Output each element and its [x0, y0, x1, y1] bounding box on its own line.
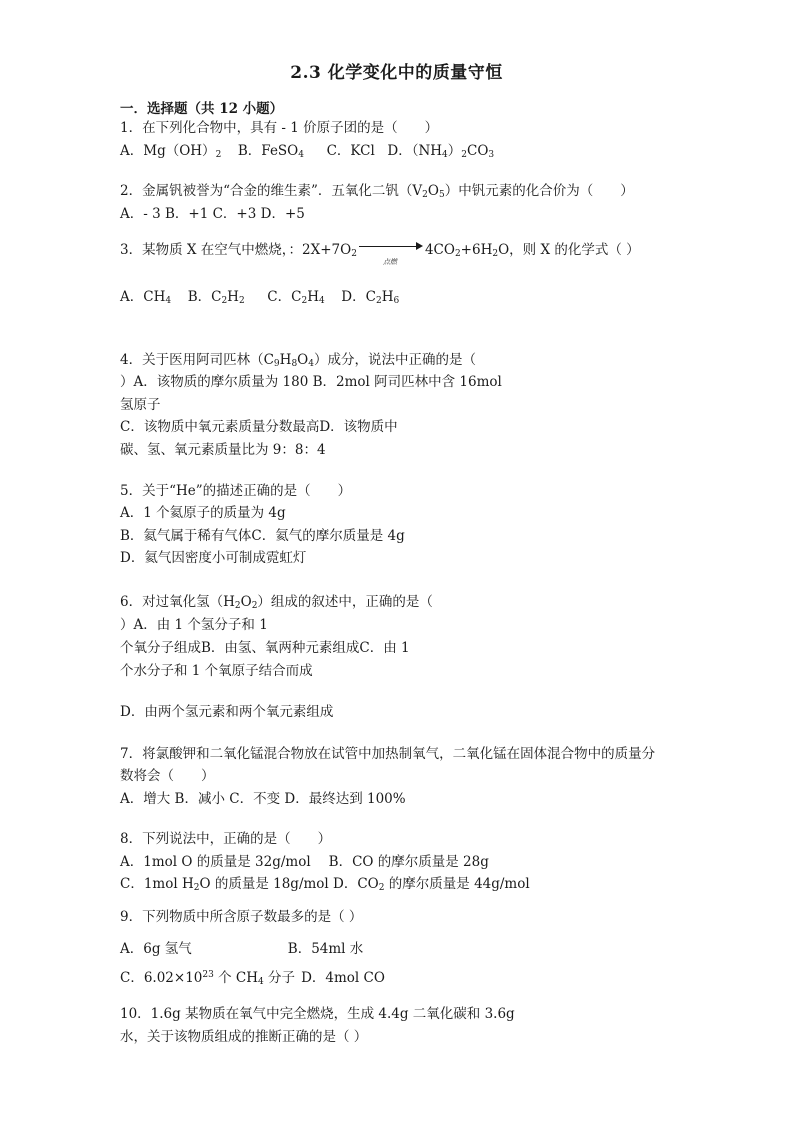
question-4-line-4: C．该物质中氧元素质量分数最高D．该物质中	[120, 419, 398, 435]
question-1-options	[120, 142, 494, 164]
question-10-line-2: 水，关于该物质组成的推断正确的是（ ）	[120, 1029, 368, 1045]
question-7-stem: 7．将氯酸钾和二氧化锰混合物放在试管中加热制氧气，二氧化锰在固体混合物中的质量分	[120, 746, 656, 762]
question-4-stem: 4．关于医用阿司匹林$(C_9H_8O_4)$成分，说法中正确的是（	[120, 352, 476, 369]
question-8-line-2: A．1mol O 的质量是 32g/mol B．CO 的摩尔质量是 28g	[120, 854, 489, 870]
option-b: B．54ml 水	[287, 941, 364, 957]
question-6-line-2: ）A．由 1 个氢分子和 1	[120, 617, 268, 633]
section-heading: 一．选择题（共 12 小题）	[120, 101, 284, 117]
option-d: D．$C_2H_6$	[341, 289, 400, 306]
option-a: A．$CH_4$	[120, 289, 172, 306]
question-6-line-5: D．由两个氢元素和两个氧元素组成	[120, 704, 334, 720]
option-c: C．$C_2H_4$	[267, 289, 325, 306]
question-7-options: A．增大 B．减小 C．不变 D．最终达到 100%	[120, 791, 406, 807]
question-9-line-3	[120, 966, 385, 991]
option-b: B．$C_2H_2$	[187, 289, 245, 306]
question-5-line-4: D．氦气因密度小可制成霓虹灯	[120, 550, 307, 566]
question-9-stem: 9．下列物质中所含原子数最多的是（ ）	[120, 909, 363, 925]
question-8-stem: 8．下列说法中，正确的是（ ）	[120, 831, 332, 847]
question-9-line-2	[120, 940, 363, 958]
question-4-line-3: 氢原子	[120, 397, 161, 413]
question-2-options: A．‐ 3 B．+1 C．+3 D．+5	[120, 206, 305, 222]
question-5-line-3: B．氦气属于稀有气体C．氦气的摩尔质量是 4g	[120, 528, 405, 544]
option-c: C．$6.02\times 10^{23}$ 个 $CH_4$ 分子	[120, 970, 296, 987]
question-3-stem: 3．某物质 X 在空气中燃烧，：$2X+7O_2$ 点燃 $4CO_2+6H_2O$，则 X 的化学式（ ）	[120, 240, 640, 263]
option-c: C．KCl	[326, 143, 375, 159]
question-3-options	[120, 288, 399, 310]
question-2-stem: 2．金属钒被誉为“合金的维生素”．五氧化二钒$(V_2O_5)$中钒元素的化合价为（ ）	[120, 183, 634, 200]
question-10-stem: 10．1.6g 某物质在氧气中完全燃烧，生成 4.4g 二氧化碳和 3.6g	[120, 1006, 515, 1022]
option-d: D．4mol CO	[301, 970, 385, 986]
reaction-arrow-icon	[359, 240, 423, 266]
question-8-line-3: C．1mol $H_2O$ 的质量是 18g/mol D．$CO_2$ 的摩尔质量是 44g/mol	[120, 876, 530, 893]
question-6-line-4: 个水分子和 1 个氧原子结合而成	[120, 663, 313, 679]
question-6-line-3: 个氧分子组成B．由氢、氧两种元素组成C．由 1	[120, 640, 410, 656]
question-6-stem: 6．对过氧化氢$(H_2O_2)$组成的叙述中，正确的是（	[120, 594, 433, 611]
question-5-line-2: A．1 个氦原子的质量为 4g	[120, 505, 286, 521]
question-7-line-2: 数将会（ ）	[120, 768, 215, 784]
question-1-stem: 1．在下列化合物中，具有 ‐ 1 价原子团的是（ ）	[120, 120, 439, 136]
option-d: D．$(NH_4)_2CO_3$	[387, 143, 495, 160]
option-a: A．$Mg(OH)_2$	[120, 143, 222, 160]
option-a: A．6g 氢气	[120, 941, 192, 957]
reaction-condition: 点燃	[382, 258, 397, 266]
question-4-line-5: 碳、氢、氧元素质量比为 9：8：4	[120, 442, 326, 458]
page-title: 2.3 化学变化中的质量守恒	[290, 63, 503, 83]
question-4-line-2: ）A．该物质的摩尔质量为 180 B．2mol 阿司匹林中含 16mol	[120, 374, 502, 390]
question-5-stem: 5．关于“He”的描述正确的是（ ）	[120, 483, 352, 499]
option-b: B．FeSO$_4$	[237, 143, 304, 160]
